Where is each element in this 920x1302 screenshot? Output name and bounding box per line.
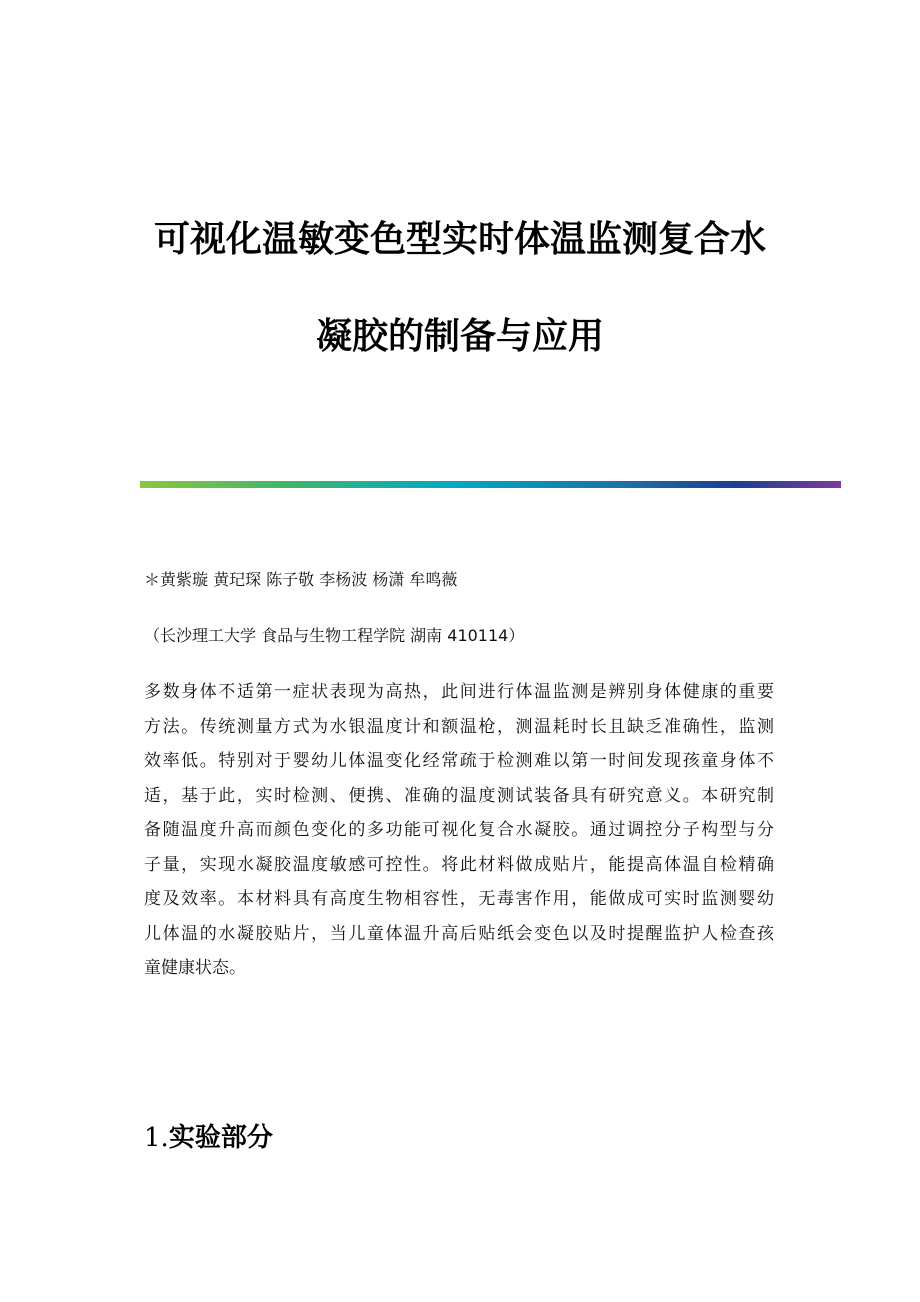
- abstract-line: 子量，实现水凝胶温度敏感可控性。将此材料做成贴片，能提高体温自检精确: [144, 854, 774, 875]
- abstract-line: 多数身体不适第一症状表现为高热，此间进行体温监测是辨别身体健康的重要: [144, 682, 774, 702]
- section-title: 实验部分: [168, 1123, 273, 1153]
- abstract-line: 儿体温的水凝胶贴片，当儿童体温升高后贴纸会变色以及时提醒监护人检查孩: [144, 923, 774, 944]
- paper-title-line-1: 可视化温敏变色型实时体温监测复合水: [153, 219, 766, 260]
- section-number: 1.: [144, 1123, 169, 1153]
- abstract-line: 适，基于此，实时检测、便携、准确的温度测试装备具有研究意义。本研究制: [144, 785, 774, 806]
- abstract-line: 方法。传统测量方式为水银温度计和额温枪，测温耗时长且缺乏准确性，监测: [144, 716, 774, 737]
- abstract-paragraph: [144, 678, 774, 989]
- section-heading-experimental: [144, 1120, 273, 1156]
- title-gradient-divider: [140, 481, 841, 488]
- abstract-line: 备随温度升高而颜色变化的多功能可视化复合水凝胶。通过调控分子构型与分: [144, 820, 774, 840]
- abstract-line: 度及效率。本材料具有高度生物相容性，无毒害作用，能做成可实时监测婴幼: [144, 889, 774, 909]
- abstract-line: 童健康状态。: [144, 958, 246, 978]
- author-list: ＊黄紫璇 黄玘琛 陈子敬 李杨波 杨潇 牟鸣薇: [144, 570, 458, 589]
- paper-title-line-2: 凝胶的制备与应用: [315, 316, 604, 357]
- abstract-line: 效率低。特别对于婴幼儿体温变化经常疏于检测难以第一时间发现孩童身体不: [144, 751, 774, 771]
- author-affiliation: （长沙理工大学 食品与生物工程学院 湖南 410114）: [144, 626, 525, 645]
